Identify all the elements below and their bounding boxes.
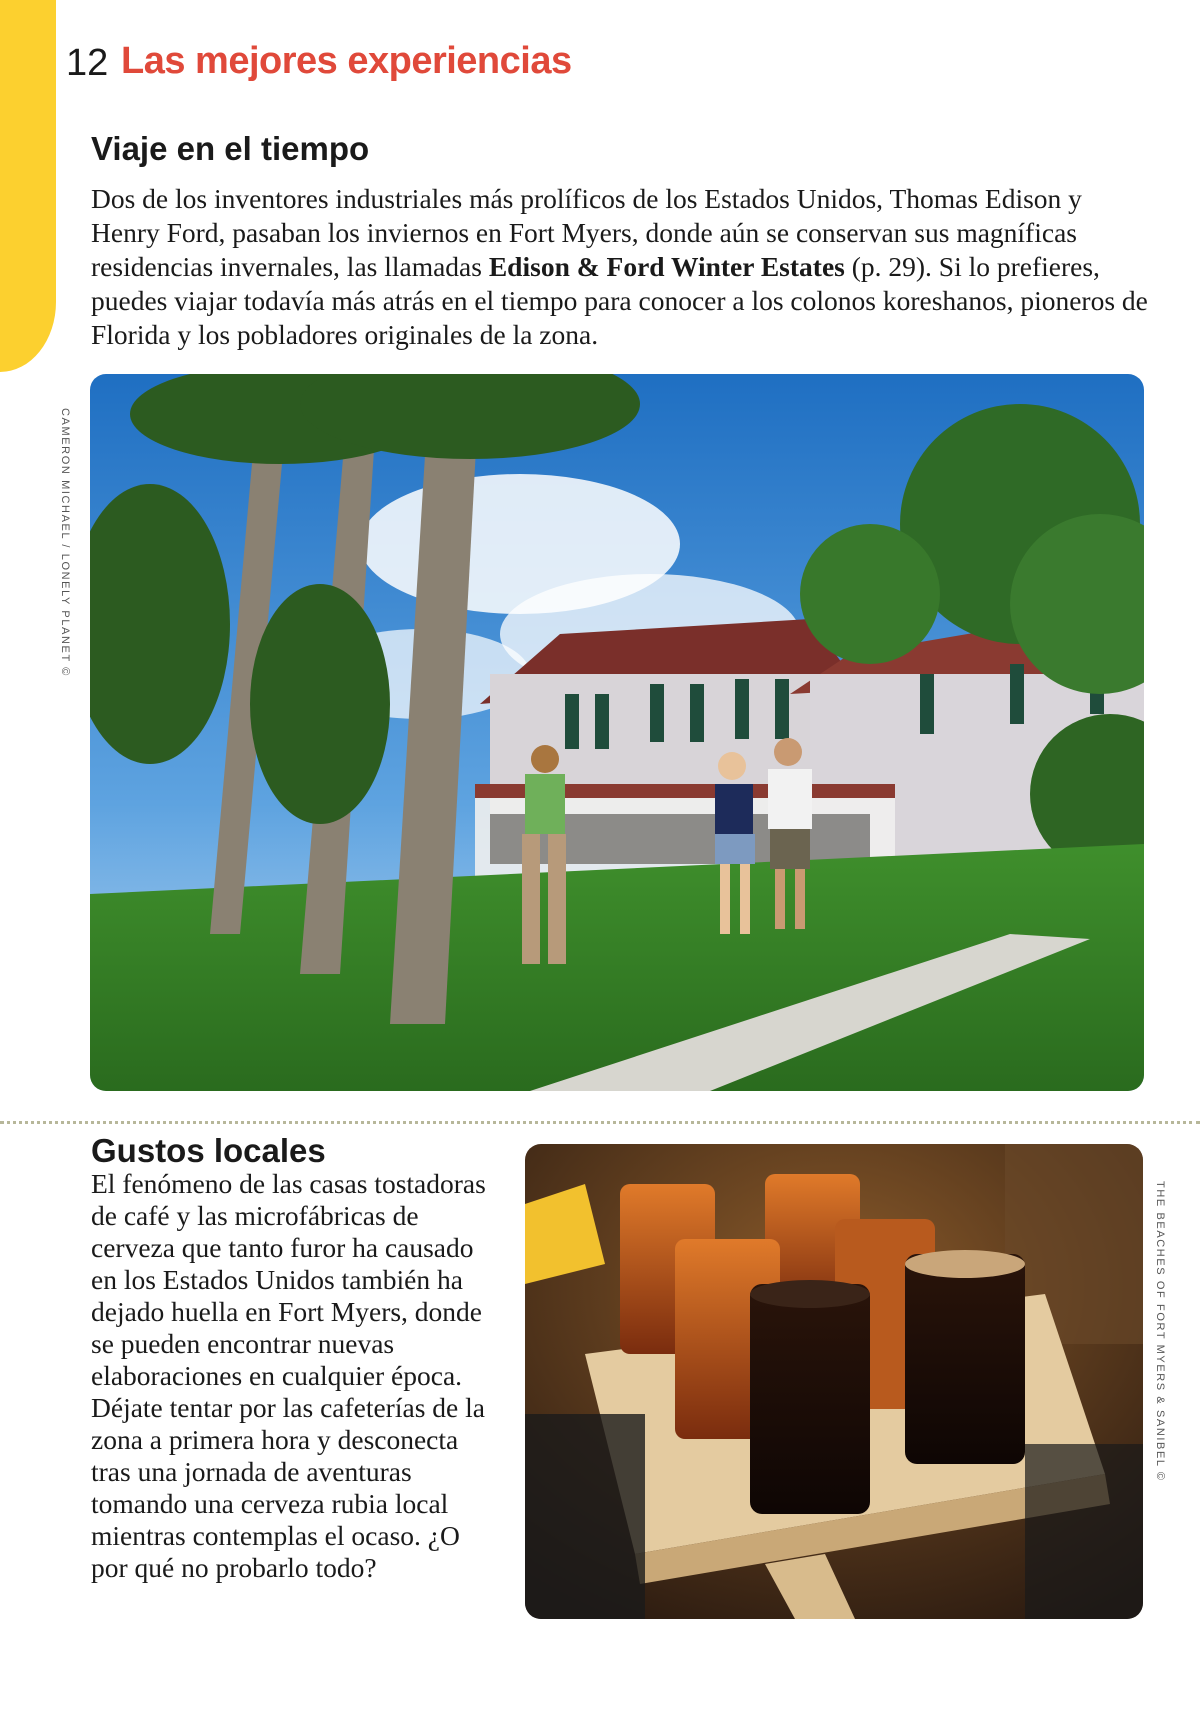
beer-flight-illustration bbox=[525, 1144, 1143, 1619]
page-title: Las mejores experiencias bbox=[121, 40, 572, 82]
section-heading-gustos: Gustos locales bbox=[91, 1132, 326, 1169]
page-number: 12 bbox=[66, 42, 109, 84]
photo-edison-ford-estates bbox=[90, 374, 1144, 1091]
photo-beer-flight bbox=[525, 1144, 1143, 1619]
photo-credit-gustos: THE BEACHES OF FORT MYERS & SANIBEL © bbox=[1154, 1181, 1166, 1482]
photo-credit-viaje: CAMERON MICHAEL / LONELY PLANET © bbox=[59, 408, 71, 677]
yellow-page-tab bbox=[0, 0, 56, 372]
section-divider bbox=[0, 1121, 1200, 1124]
section-body-gustos: El fenómeno de las casas tostadoras de café y las microfábricas de cerveza que tanto furor ha causado en los Estados Unidos también ha dejado huella en Fort Myers, donde se pueden encontrar nuevas elaboraciones en cualquier época. Déjate tentar por las cafeterías de la zona a primera hora y desconecta tras una jornada de aventuras tomando una cerveza rubia local mientras contemplas el ocaso. ¿O por qué no probarlo todo? bbox=[91, 1168, 486, 1583]
edison-ford-link-text: Edison & Ford Winter Estates bbox=[488, 251, 845, 282]
section-heading-viaje: Viaje en el tiempo bbox=[91, 130, 370, 167]
body-text-part2: (p. 29). Si lo prefieres, puedes viajar todavía más atrás en el tiempo para conocer a los colonos koreshanos, pioneros de Florida y los pobladores originales de la zona. bbox=[91, 251, 1148, 350]
body-text-part1: Dos de los inventores industriales más prolíficos de los Estados Unidos, Thomas Edison y Henry Ford, pasaban los inviernos en Fort Myers, donde aún se conservan sus magníficas residencias invernales, las llamadas bbox=[91, 183, 1082, 282]
section-body-viaje bbox=[91, 182, 1151, 352]
estate-illustration bbox=[90, 374, 1144, 1091]
